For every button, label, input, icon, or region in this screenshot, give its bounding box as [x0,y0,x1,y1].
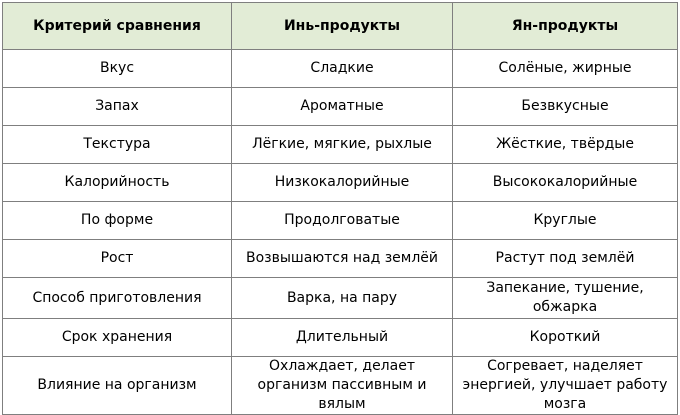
yang-cell: Круглые [453,202,678,240]
table-row [3,126,678,164]
yin-cell: Низкокалорийные [232,164,453,202]
yin-cell: Ароматные [232,88,453,126]
table-row [3,357,678,415]
table-row [3,202,678,240]
criterion-cell: Срок хранения [3,319,232,357]
yang-cell: Согревает, наделяет энергией, улучшает работу мозга [453,357,678,415]
yang-cell: Короткий [453,319,678,357]
table-row [3,50,678,88]
yin-cell: Охлаждает, делает организм пассивным и вялым [232,357,453,415]
table-row [3,319,678,357]
criterion-cell: Способ приготовления [3,278,232,319]
yin-cell: Варка, на пару [232,278,453,319]
yang-cell: Высококалорийные [453,164,678,202]
criterion-cell: Калорийность [3,164,232,202]
yin-cell: Лёгкие, мягкие, рыхлые [232,126,453,164]
criterion-cell: Рост [3,240,232,278]
header-yin-products: Инь-продукты [232,3,453,50]
yin-cell: Сладкие [232,50,453,88]
yang-cell: Солёные, жирные [453,50,678,88]
yang-cell: Запекание, тушение, обжарка [453,278,678,319]
header-criterion: Критерий сравнения [3,3,232,50]
table-row [3,240,678,278]
header-yang-products: Ян-продукты [453,3,678,50]
yin-cell: Продолговатые [232,202,453,240]
yin-cell: Возвышаются над землёй [232,240,453,278]
criterion-cell: По форме [3,202,232,240]
yin-cell: Длительный [232,319,453,357]
table-row [3,164,678,202]
yang-cell: Растут под землёй [453,240,678,278]
yang-cell: Безвкусные [453,88,678,126]
yang-cell: Жёсткие, твёрдые [453,126,678,164]
comparison-table [2,2,678,415]
criterion-cell: Запах [3,88,232,126]
criterion-cell: Влияние на организм [3,357,232,415]
criterion-cell: Текстура [3,126,232,164]
table-row [3,278,678,319]
header-row [3,3,678,50]
table-row [3,88,678,126]
criterion-cell: Вкус [3,50,232,88]
